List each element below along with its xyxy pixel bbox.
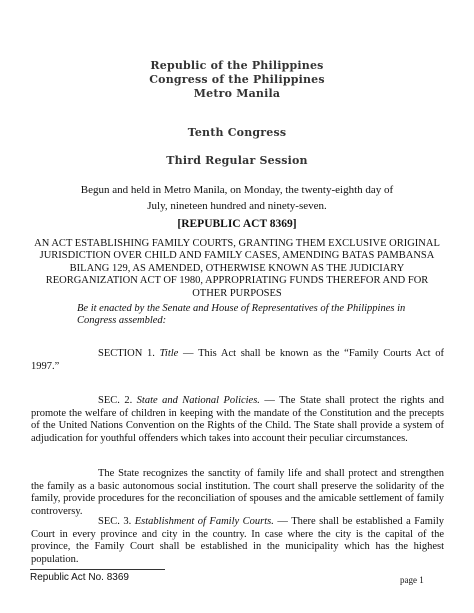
section-3 xyxy=(31,516,444,566)
section-2 xyxy=(31,395,444,445)
section-text: — The State shall protect the rights and promote the welfare of children in keeping with the mandate of the Constitution and the precepts of the United Nations Convention on the Rights of the Child. The State shall provide a system of adjudication for youthful offenders which takes into account their peculiar circumstances. xyxy=(31,395,445,444)
section-1 xyxy=(31,348,444,373)
section-text: The State recognizes the sanctity of family life and shall protect and strengthen the family as a basic autonomous social institution. The court shall preserve the solidarity of the family, provide procedures for the reconciliation of spouses and the amicable settlement of family controversy. xyxy=(31,468,444,517)
section-heading: State and National Policies. xyxy=(136,395,260,406)
session-heading xyxy=(0,126,474,168)
section-heading: Establishment of Family Courts. xyxy=(134,516,274,527)
section-number: SEC. 3. xyxy=(98,516,132,527)
section-text: — This Act shall be known as the “Family Courts Act of 1997.” xyxy=(31,348,445,372)
letterhead-congress: Congress of the Philippines xyxy=(149,73,325,86)
session-name: Third Regular Session xyxy=(166,154,308,167)
footer-divider xyxy=(30,569,165,570)
section-number: SEC. 2. xyxy=(98,395,133,406)
section-2-paragraph-2 xyxy=(31,468,444,518)
letterhead xyxy=(0,59,474,101)
enacting-clause: Be it enacted by the Senate and House of Representatives of the Philippines in Congress assembled: xyxy=(77,303,406,327)
act-title: AN ACT ESTABLISHING FAMILY COURTS, GRANTING THEM EXCLUSIVE ORIGINAL JURISDICTION OVER CHILD AND FAMILY CASES, AMENDING BATAS PAMBANSA BILANG 129, AS AMENDED, OTHERWISE KNOWN AS THE JUDICIARY REORGANIZATION ACT OF 1980, APPROPRIATING FUNDS THEREFOR AND FOR OTHER PURPOSES xyxy=(34,238,440,299)
act-label: [REPUBLIC ACT 8369] xyxy=(177,218,297,230)
intro-paragraph: Begun and held in Metro Manila, on Monday, the twenty-eighth day of July, nineteen hundred and ninety-seven. xyxy=(80,184,394,212)
footer-act-number: Republic Act No. 8369 xyxy=(30,572,129,583)
congress-number: Tenth Congress xyxy=(187,126,287,139)
section-heading: Title xyxy=(159,348,179,359)
page-number: page 1 xyxy=(400,575,424,585)
section-text: — There shall be established a Family Court in every province and city in the country. In case where the city is the capital of the province, the Family Court shall be established in the municipality which has the highest population. xyxy=(31,516,444,565)
letterhead-location: Metro Manila xyxy=(193,87,281,100)
letterhead-republic: Republic of the Philippines xyxy=(150,59,324,72)
section-number: SECTION 1. xyxy=(98,348,155,359)
